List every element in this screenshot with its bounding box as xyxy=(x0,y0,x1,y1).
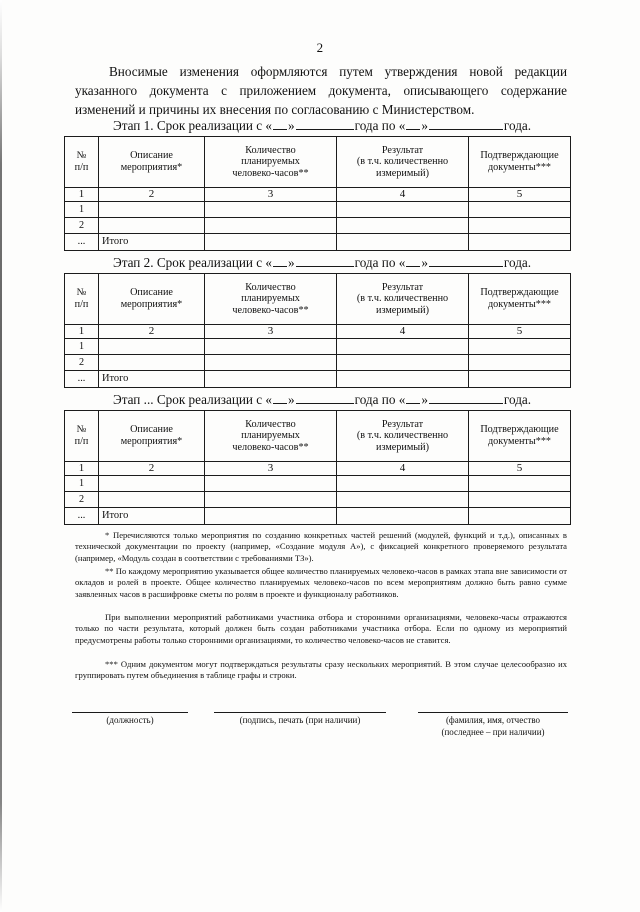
header-line: измеримый) xyxy=(376,304,429,316)
total-cell-result[interactable] xyxy=(337,234,469,251)
row-cell-description[interactable] xyxy=(99,339,205,355)
row-cell-description[interactable] xyxy=(99,355,205,371)
stage-1-suffix: года. xyxy=(503,118,532,133)
header-cell-manhours xyxy=(205,137,337,188)
row-cell-manhours[interactable] xyxy=(205,476,337,492)
stage-2-prefix: Этап 2. Срок реализации с « xyxy=(113,255,273,270)
header-cell-result xyxy=(337,137,469,188)
header-line: мероприятия* xyxy=(120,436,183,447)
header-line: Подтверждающие xyxy=(480,150,559,162)
row-cell-result[interactable] xyxy=(337,492,469,508)
total-cell-documents[interactable] xyxy=(469,508,571,525)
total-cell-manhours[interactable] xyxy=(205,234,337,251)
stage-n-suffix: года. xyxy=(503,392,532,407)
header-line: документы*** xyxy=(487,162,552,173)
header-line: планируемых xyxy=(241,293,300,305)
stage-2-table xyxy=(64,273,571,388)
total-cell-manhours[interactable] xyxy=(205,371,337,388)
column-number: 1 xyxy=(65,188,99,202)
header-line: Результат xyxy=(381,418,424,430)
header-line: (в т.ч. количественно xyxy=(356,156,449,168)
stage-2-mid1: » xyxy=(288,255,295,270)
total-label: Итого xyxy=(99,234,205,251)
column-number: 5 xyxy=(469,188,571,202)
stage-1-end-month-blank[interactable] xyxy=(429,118,503,130)
stage-2-month-blank[interactable] xyxy=(296,255,354,267)
row-number: 2 xyxy=(65,355,99,371)
header-line: (в т.ч. количественно xyxy=(356,430,449,442)
table-row xyxy=(65,202,571,218)
header-line: планируемых xyxy=(241,156,300,168)
row-number: 1 xyxy=(65,476,99,492)
footnote-text: ** По каждому мероприятию указывается общее количество планируемых человеко-часов в рамках этапа вне зависимости от окладов и ролей в проекте. Общее количество планируемых человеко-часов по всем мероприятиям должно быть равно сумме заявленных часов в расшифровке сметы по ролям в проекте и функционалу работников. xyxy=(75,566,567,599)
stage-n-end-day-blank[interactable] xyxy=(406,392,420,404)
total-cell-manhours[interactable] xyxy=(205,508,337,525)
stage-1-day-blank[interactable] xyxy=(273,118,287,130)
stage-1-end-day-blank[interactable] xyxy=(406,118,420,130)
signature-rule[interactable] xyxy=(72,712,188,713)
stage-n-mid2: года по « xyxy=(354,392,406,407)
signature-field-position xyxy=(72,712,188,727)
footnote-asterisk-one xyxy=(75,530,567,564)
column-number: 3 xyxy=(205,188,337,202)
stage-n-prefix: Этап ... Срок реализации с « xyxy=(113,392,273,407)
header-cell-description xyxy=(99,274,205,325)
header-line: п/п xyxy=(74,162,89,173)
header-line: человеко-часов** xyxy=(232,167,309,179)
scan-edge-artifact xyxy=(0,0,2,912)
header-line: измеримый) xyxy=(376,167,429,179)
header-cell-documents xyxy=(469,274,571,325)
row-cell-result[interactable] xyxy=(337,218,469,234)
header-cell-description xyxy=(99,137,205,188)
column-number: 2 xyxy=(99,462,205,476)
header-line: мероприятия* xyxy=(120,299,183,310)
stage-2-suffix: года. xyxy=(503,255,532,270)
row-number: 2 xyxy=(65,218,99,234)
stage-1-mid3: » xyxy=(421,118,428,133)
total-cell-result[interactable] xyxy=(337,508,469,525)
header-line: планируемых xyxy=(241,430,300,442)
signature-rule[interactable] xyxy=(418,712,568,713)
table-header-row xyxy=(65,411,571,462)
footnote-text: При выполнении мероприятий работниками участника отбора и сторонними организациями, человеко-часы отражаются только по части результата, который должен быть создан работниками участника отбора. Если по одному из мероприятий предусмотрены работы только сторонними организациями, то количество человеко-часов не ставится. xyxy=(75,612,567,645)
column-number-row xyxy=(65,325,571,339)
total-cell-result[interactable] xyxy=(337,371,469,388)
row-cell-manhours[interactable] xyxy=(205,218,337,234)
header-line: человеко-часов** xyxy=(232,304,309,316)
column-number: 4 xyxy=(337,188,469,202)
row-cell-documents[interactable] xyxy=(469,476,571,492)
header-line: Результат xyxy=(381,144,424,156)
row-number: 1 xyxy=(65,202,99,218)
header-line: п/п xyxy=(74,299,89,310)
header-cell-result xyxy=(337,411,469,462)
stage-1-month-blank[interactable] xyxy=(296,118,354,130)
row-cell-result[interactable] xyxy=(337,355,469,371)
intro-paragraph: Вносимые изменения оформляются путем утверждения новой редакции указанного документа с приложением документа, описывающего содержание изменений и причины их внесения по согласованию с Министерством. xyxy=(75,64,567,118)
header-cell-manhours xyxy=(205,411,337,462)
header-line: измеримый) xyxy=(376,441,429,453)
header-line: Описание xyxy=(130,424,173,436)
stage-1-prefix: Этап 1. Срок реализации с « xyxy=(113,118,273,133)
signature-block xyxy=(0,712,640,772)
table-header-row xyxy=(65,274,571,325)
header-cell-result xyxy=(337,274,469,325)
stage-n-end-month-blank[interactable] xyxy=(429,392,503,404)
stage-2-mid2: года по « xyxy=(354,255,406,270)
column-number: 1 xyxy=(65,325,99,339)
table-row xyxy=(65,476,571,492)
header-cell-number xyxy=(65,274,99,325)
stage-1-period-line xyxy=(75,117,567,134)
row-cell-description[interactable] xyxy=(99,218,205,234)
column-number-row xyxy=(65,188,571,202)
row-cell-documents[interactable] xyxy=(469,218,571,234)
header-line: Количество xyxy=(245,144,296,156)
stage-2-mid3: » xyxy=(421,255,428,270)
stage-n-mid1: » xyxy=(288,392,295,407)
row-cell-result[interactable] xyxy=(337,476,469,492)
total-row-number: ... xyxy=(65,234,99,251)
header-line: № xyxy=(76,150,87,162)
row-number: 2 xyxy=(65,492,99,508)
footnote-text: *** Одним документом могут подтверждаться результаты сразу нескольких мероприятий. В этом случае целесообразно их группировать путем объединения в таблице графы и строки. xyxy=(75,659,567,681)
stage-1-mid2: года по « xyxy=(354,118,406,133)
header-cell-description xyxy=(99,411,205,462)
table-total-row xyxy=(65,371,571,388)
column-number: 4 xyxy=(337,325,469,339)
table-row xyxy=(65,492,571,508)
row-cell-manhours[interactable] xyxy=(205,355,337,371)
header-line: документы*** xyxy=(487,299,552,310)
total-row-number: ... xyxy=(65,371,99,388)
total-row-number: ... xyxy=(65,508,99,525)
signature-caption-name-line2: (последнее – при наличии) xyxy=(441,726,545,737)
row-cell-documents[interactable] xyxy=(469,202,571,218)
stage-n-month-blank[interactable] xyxy=(296,392,354,404)
stage-2-period-line xyxy=(75,254,567,271)
stage-n-period-line xyxy=(75,391,567,408)
header-line: Количество xyxy=(245,281,296,293)
total-label: Итого xyxy=(99,508,205,525)
signature-field-signature xyxy=(214,712,386,727)
column-number-row xyxy=(65,462,571,476)
stage-1-table xyxy=(64,136,571,251)
header-line: Описание xyxy=(130,287,173,299)
footnote-text: * Перечисляются только мероприятия по созданию конкретных частей решений (модулей, функций и т.д.), описанных в технической документации по проекту (например, «Создание модуля А»), с фиксацией конкретного проверяемого результата (например, «Модуль создан в соответствии с требованиями ТЗ»). xyxy=(75,530,567,563)
row-cell-description[interactable] xyxy=(99,492,205,508)
header-line: Подтверждающие xyxy=(480,287,559,299)
row-cell-result[interactable] xyxy=(337,202,469,218)
row-cell-description[interactable] xyxy=(99,476,205,492)
column-number: 2 xyxy=(99,325,205,339)
header-line: мероприятия* xyxy=(120,162,183,173)
row-cell-description[interactable] xyxy=(99,202,205,218)
header-line: (в т.ч. количественно xyxy=(356,293,449,305)
header-line: человеко-часов** xyxy=(232,441,309,453)
table-total-row xyxy=(65,234,571,251)
table-total-row xyxy=(65,508,571,525)
table-row xyxy=(65,355,571,371)
footnote-paragraph-participants xyxy=(75,612,567,646)
row-cell-result[interactable] xyxy=(337,339,469,355)
row-cell-documents[interactable] xyxy=(469,492,571,508)
row-cell-manhours[interactable] xyxy=(205,339,337,355)
header-cell-number xyxy=(65,137,99,188)
column-number: 1 xyxy=(65,462,99,476)
table-row xyxy=(65,218,571,234)
stage-1-mid1: » xyxy=(288,118,295,133)
row-number: 1 xyxy=(65,339,99,355)
total-cell-documents[interactable] xyxy=(469,371,571,388)
header-line: Подтверждающие xyxy=(480,424,559,436)
signature-caption-name-line1: (фамилия, имя, отчество xyxy=(445,715,541,725)
row-cell-documents[interactable] xyxy=(469,355,571,371)
header-line: № xyxy=(76,287,87,299)
stage-2-end-month-blank[interactable] xyxy=(429,255,503,267)
table-row xyxy=(65,339,571,355)
column-number: 5 xyxy=(469,325,571,339)
stage-n-day-blank[interactable] xyxy=(273,392,287,404)
header-line: п/п xyxy=(74,436,89,447)
table-header-row xyxy=(65,137,571,188)
row-cell-manhours[interactable] xyxy=(205,492,337,508)
header-line: Результат xyxy=(381,281,424,293)
header-cell-manhours xyxy=(205,274,337,325)
header-line: № xyxy=(76,424,87,436)
stage-2-day-blank[interactable] xyxy=(273,255,287,267)
header-line: документы*** xyxy=(487,436,552,447)
signature-field-name xyxy=(418,712,568,738)
header-line: Количество xyxy=(245,418,296,430)
column-number: 3 xyxy=(205,325,337,339)
footnote-asterisk-two xyxy=(75,566,567,600)
total-cell-documents[interactable] xyxy=(469,234,571,251)
stage-2-end-day-blank[interactable] xyxy=(406,255,420,267)
column-number: 4 xyxy=(337,462,469,476)
header-cell-documents xyxy=(469,137,571,188)
header-cell-number xyxy=(65,411,99,462)
column-number: 2 xyxy=(99,188,205,202)
row-cell-documents[interactable] xyxy=(469,339,571,355)
header-line: Описание xyxy=(130,150,173,162)
row-cell-manhours[interactable] xyxy=(205,202,337,218)
column-number: 3 xyxy=(205,462,337,476)
column-number: 5 xyxy=(469,462,571,476)
header-cell-documents xyxy=(469,411,571,462)
stage-n-table xyxy=(64,410,571,525)
signature-caption-signature: (подпись, печать (при наличии) xyxy=(239,715,361,725)
signature-rule[interactable] xyxy=(214,712,386,713)
signature-caption-position: (должность) xyxy=(106,715,154,725)
total-label: Итого xyxy=(99,371,205,388)
page-number: 2 xyxy=(316,40,324,55)
stage-n-mid3: » xyxy=(421,392,428,407)
footnote-asterisk-three xyxy=(75,659,567,682)
